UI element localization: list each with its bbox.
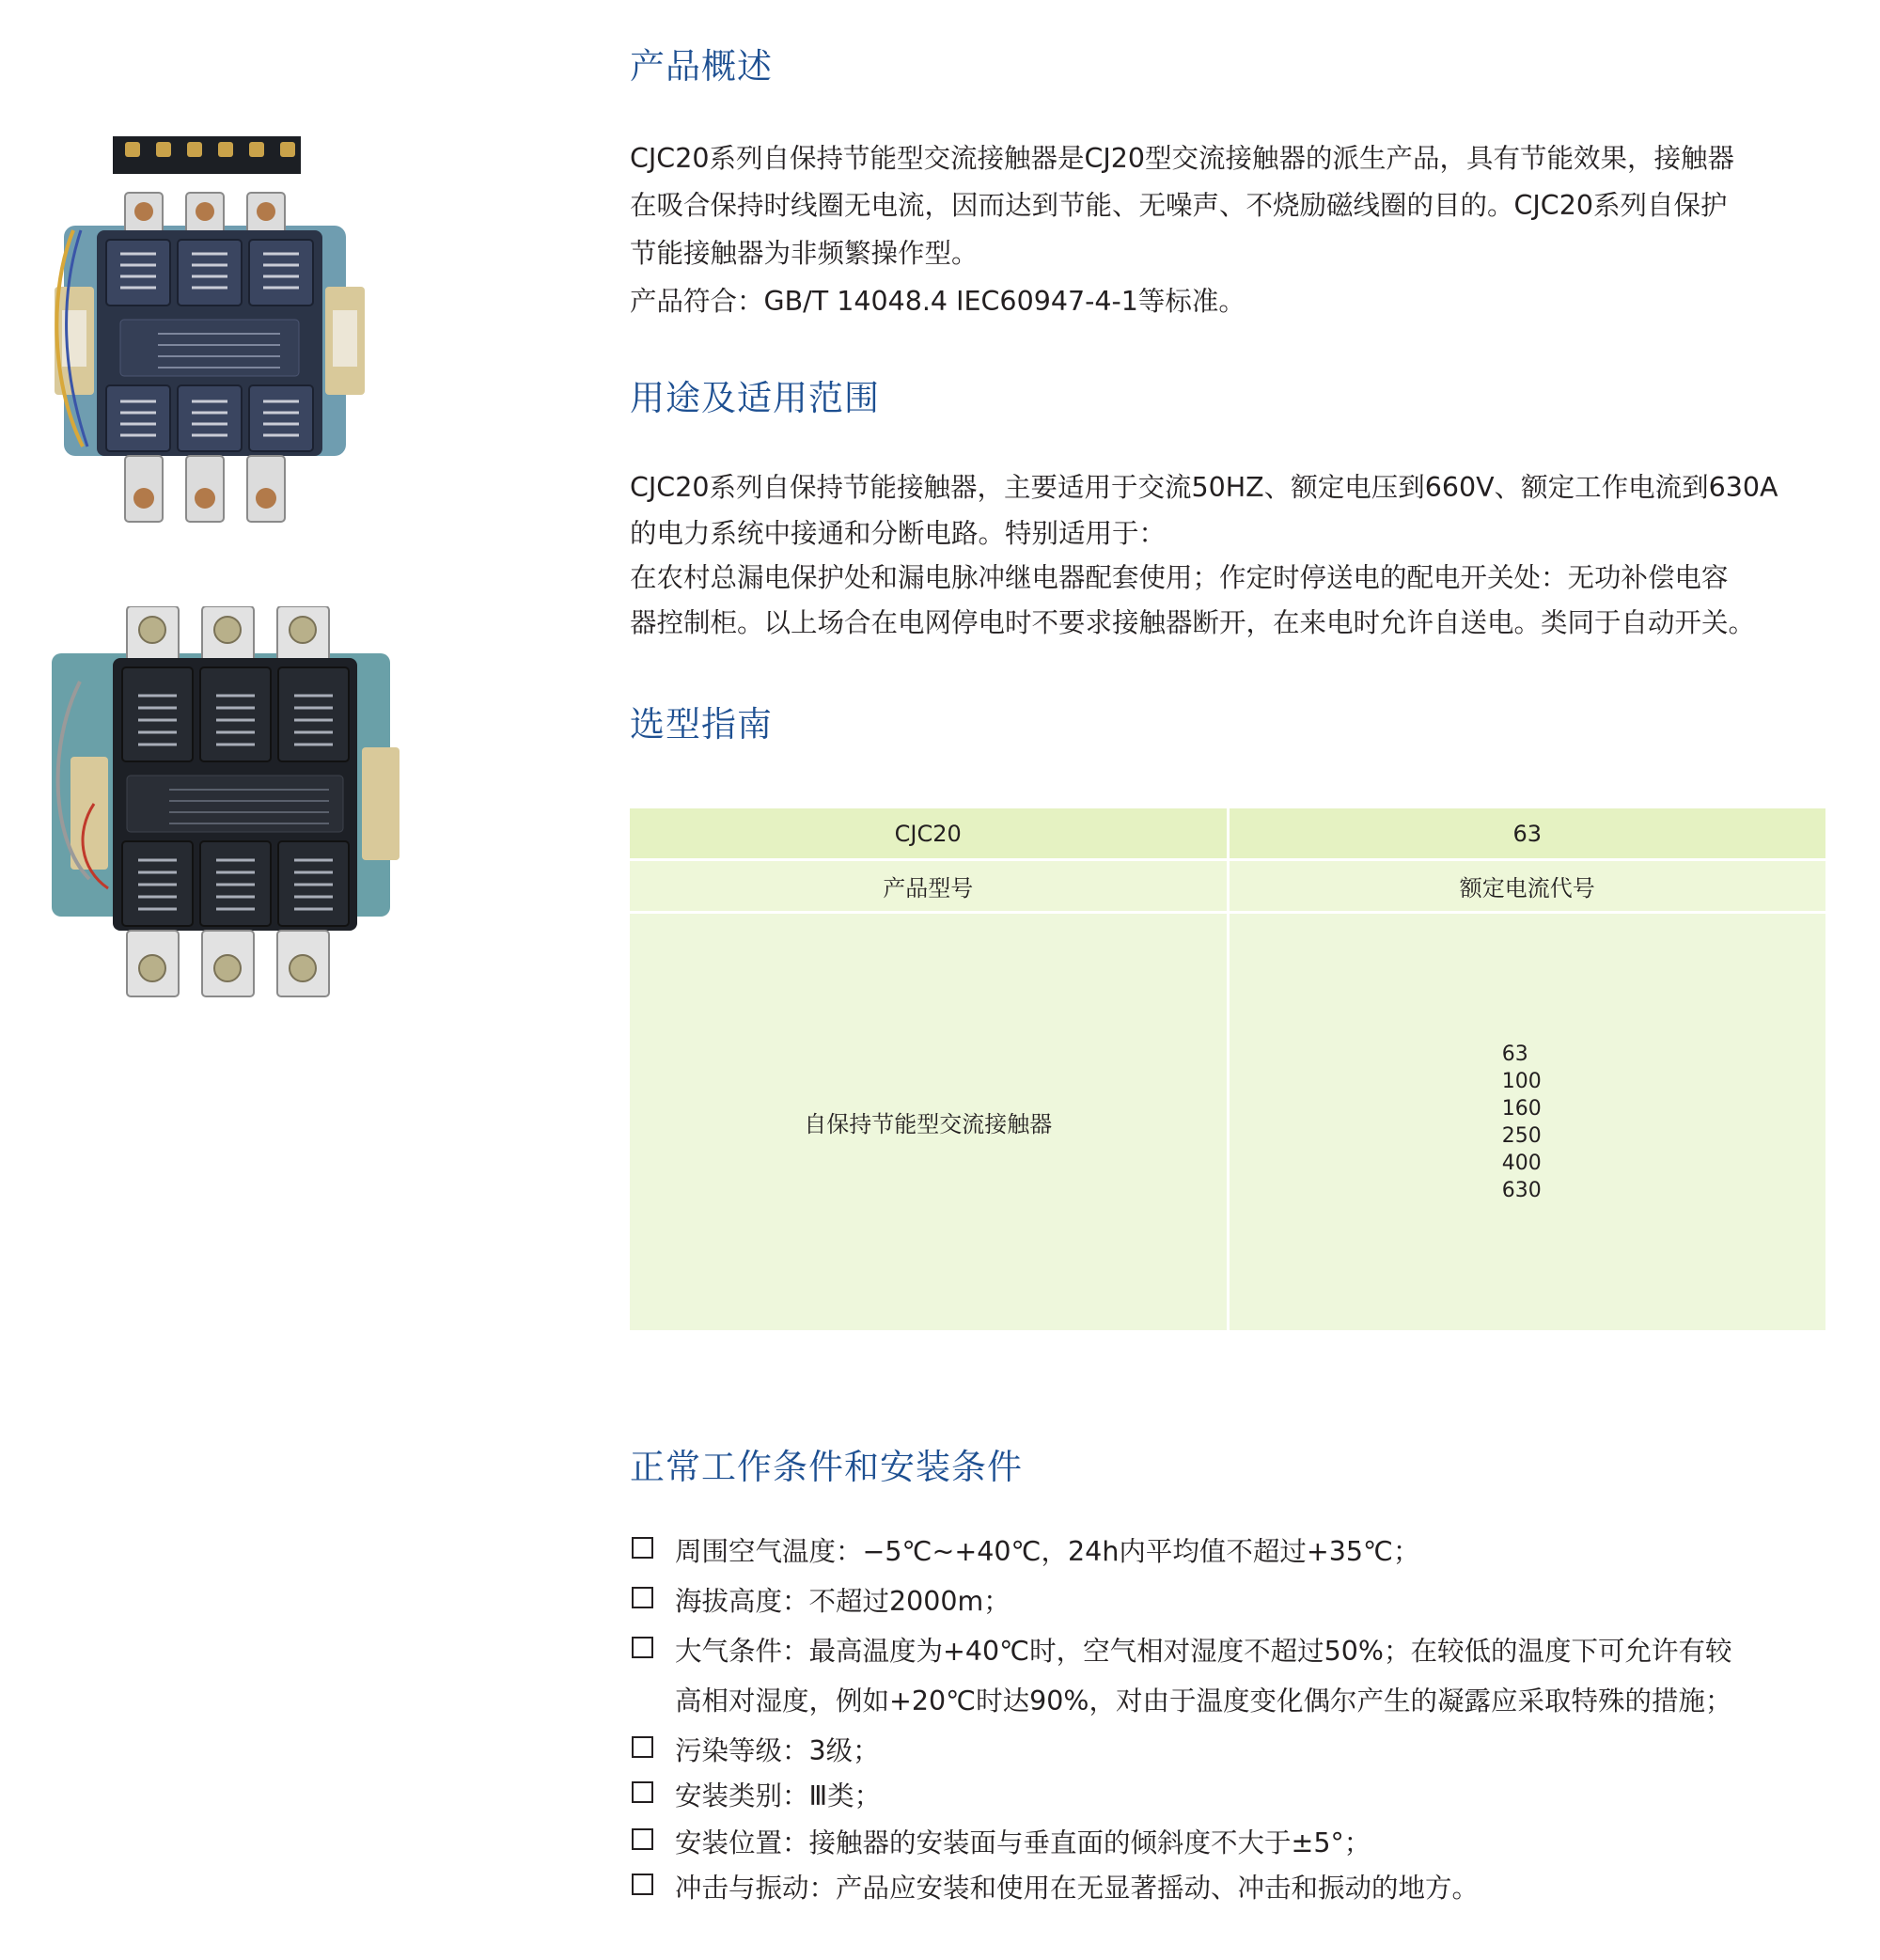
condition-text: 大气条件：最高温度为+40℃时，空气相对湿度不超过50%；在较低的温度下可允许有较 [675,1636,1732,1667]
checkbox-square-icon [632,1537,653,1559]
usage-line-3: 在农村总漏电保护处和漏电脉冲继电器配套使用；作定时停送电的配电开关处：无功补偿电容 [630,562,1729,593]
overview-line-3: 节能接触器为非频繁操作型。 [630,238,979,269]
current-code-cell: 63 [1228,808,1825,860]
selection-table [630,808,1825,1330]
model-label-cell: 产品型号 [630,860,1228,913]
list-item: 630 [1501,1178,1542,1202]
overview-line-1: CJC20系列自保持节能型交流接触器是CJ20型交流接触器的派生产品，具有节能效果，接触器 [630,143,1735,174]
overview-heading: 产品概述 [630,46,773,86]
checkbox-square-icon [632,1874,653,1895]
list-item: 400 [1501,1151,1542,1175]
list-item: 63 [1501,1042,1528,1066]
condition-text: 高相对湿度，例如+20℃时达90%，对由于温度变化偶尔产生的凝露应采取特殊的措施； [675,1686,1732,1717]
table-row [630,913,1825,1331]
condition-text: 冲击与振动：产品应安装和使用在无显著摇动、冲击和振动的地方。 [675,1873,1480,1904]
condition-text: 污染等级：3级； [675,1735,880,1766]
usage-line-2: 的电力系统中接通和分断电路。特别适用于： [630,518,1167,549]
condition-text: 周围空气温度：−5℃~+40℃，24h内平均值不超过+35℃； [675,1536,1420,1567]
conditions-heading: 正常工作条件和安装条件 [630,1447,1023,1487]
table-row [630,808,1825,860]
list-item: 100 [1501,1069,1542,1093]
product-name-cell: 自保持节能型交流接触器 [630,913,1228,1331]
checkbox-square-icon [632,1781,653,1803]
checkbox-square-icon [632,1828,653,1850]
product-photo-contactor-2 [52,606,404,1001]
checkbox-square-icon [632,1736,653,1758]
condition-text: 海拔高度：不超过2000m； [675,1586,1010,1617]
usage-line-4: 器控制柜。以上场合在电网停电时不要求接触器断开，在来电时允许自送电。类同于自动开关。 [630,607,1756,638]
checkbox-square-icon [632,1587,653,1608]
usage-line-1: CJC20系列自保持节能接触器，主要适用于交流50HZ、额定电压到660V、额定工作电流到630A [630,472,1778,503]
rated-current-list [1502,1041,1542,1204]
selection-heading: 选型指南 [630,704,773,745]
condition-text: 安装位置：接触器的安装面与垂直面的倾斜度不大于±5°； [675,1827,1371,1858]
product-photo-contactor-1 [55,136,365,526]
overview-line-2: 在吸合保持时线圈无电流，因而达到节能、无噪声、不烧励磁线圈的目的。CJC20系列自保护 [630,190,1728,221]
table-row [630,860,1825,913]
current-label-cell: 额定电流代号 [1228,860,1825,913]
list-item: 250 [1501,1123,1542,1148]
usage-heading: 用途及适用范围 [630,378,880,418]
model-code-cell: CJC20 [630,808,1228,860]
condition-text: 安装类别：Ⅲ类； [675,1780,882,1811]
list-item: 160 [1501,1096,1542,1121]
overview-line-4: 产品符合：GB/T 14048.4 IEC60947-4-1等标准。 [630,286,1246,317]
checkbox-square-icon [632,1637,653,1658]
rated-current-cell [1228,913,1825,1331]
